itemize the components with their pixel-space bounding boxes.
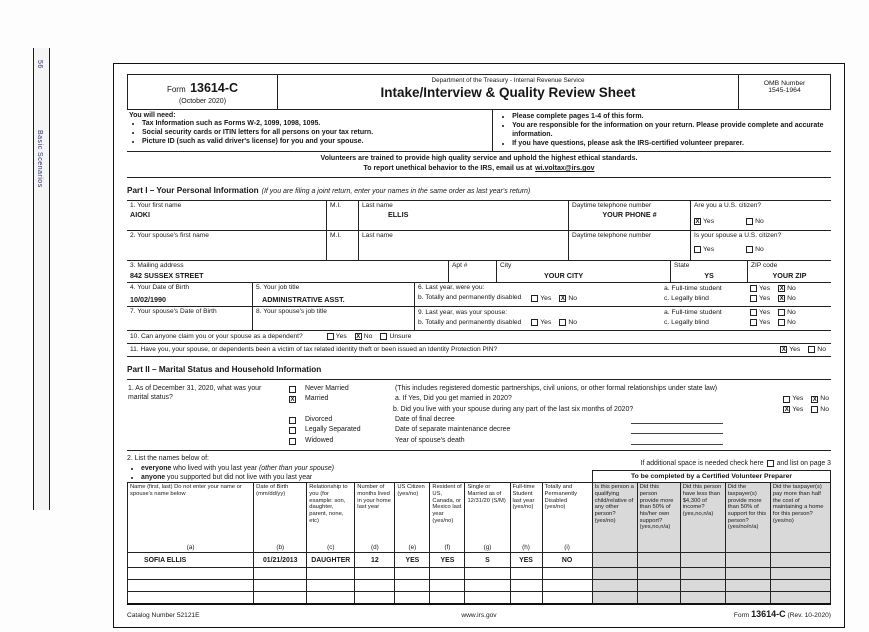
- phone-value[interactable]: YOUR PHONE #: [602, 210, 657, 220]
- spouse-death-label: Year of spouse's death: [395, 436, 465, 444]
- last-name-value[interactable]: ELLIS: [388, 210, 409, 220]
- dependent-resident[interactable]: YES: [430, 553, 465, 568]
- dependent-student[interactable]: [510, 592, 542, 604]
- preparer-col1-header: Is this person a qualifying child/relative of any other person? (yes/no): [592, 483, 637, 553]
- spouse-job-label: 8. Your spouse's job title: [256, 307, 327, 315]
- marital-option-separated: [287, 426, 831, 435]
- preparer-cell[interactable]: [770, 553, 830, 568]
- last-name-cell: [359, 201, 569, 230]
- ethics-line2-prefix: To report unethical behavior to the IRS, email us at: [363, 165, 533, 173]
- part1-row5: [127, 307, 831, 331]
- part1-heading-row: [127, 178, 831, 201]
- dependent-resident[interactable]: [430, 592, 465, 604]
- preparer-cell[interactable]: [680, 592, 725, 604]
- part1-note: (If you are filing a joint return, enter your names in the same order as last year's return): [261, 187, 531, 195]
- job-title-value[interactable]: ADMINISTRATIVE ASST.: [262, 294, 345, 304]
- dependent-student[interactable]: [510, 580, 542, 592]
- additional-space-prefix: If additional space is needed check here: [640, 460, 764, 468]
- dependent-disabled[interactable]: [542, 592, 592, 604]
- phone-cell: [569, 201, 691, 230]
- no-label: No: [820, 405, 829, 413]
- widowed-checkbox[interactable]: [289, 438, 296, 445]
- part1-row-q10: [127, 331, 831, 344]
- mi-label: M.I.: [330, 232, 341, 240]
- part1-row3: [127, 261, 831, 282]
- zip-cell: [748, 261, 831, 281]
- part1-row2: [127, 231, 831, 261]
- ethics-line1: Volunteers are trained to provide high quality service and uphold the highest ethical standards.: [320, 155, 638, 163]
- q6c-yes-checkbox[interactable]: [750, 295, 757, 302]
- please-note-box: [493, 110, 831, 151]
- divorced-checkbox[interactable]: [289, 417, 296, 424]
- yes-label: Yes: [759, 294, 771, 302]
- part2-heading-row: [127, 357, 831, 380]
- omb-number: 1545-1964: [768, 87, 801, 94]
- q10-label: 10. Can anyone claim you or your spouse as a dependent?: [130, 332, 303, 340]
- citizen-label: Are you a U.S. citizen?: [694, 201, 762, 209]
- q6a-no-checkbox[interactable]: X: [779, 286, 784, 293]
- dependent-months[interactable]: [355, 580, 395, 592]
- final-decree-blank[interactable]: [631, 416, 723, 424]
- preparer-col3-header: Did this person have less than $4,300 of income? (yes,no,n/a): [680, 483, 725, 553]
- dependent-resident[interactable]: [430, 580, 465, 592]
- apt-cell[interactable]: [449, 261, 497, 281]
- married-2020-yes-checkbox[interactable]: [783, 396, 790, 403]
- no-label: No: [817, 346, 826, 354]
- marital-option-never: [287, 385, 831, 394]
- page-footer: [127, 606, 831, 619]
- never-married-checkbox[interactable]: [289, 386, 296, 393]
- no-label: No: [820, 395, 829, 403]
- dependent-relationship[interactable]: [307, 568, 355, 580]
- dependent-citizen[interactable]: YES: [395, 553, 430, 568]
- preparer-cell[interactable]: [592, 553, 637, 568]
- q10-yes-checkbox[interactable]: [327, 333, 334, 340]
- phone-label: Daytime telephone number: [572, 232, 652, 240]
- no-label: No: [363, 333, 373, 341]
- spouse-first-name-label: 2. Your spouse's first name: [130, 232, 209, 240]
- lived-6months-yes-checkbox[interactable]: X: [784, 407, 789, 414]
- form-13614c-page: [113, 63, 845, 628]
- additional-space-suffix: and list on page 3: [776, 460, 831, 468]
- q11-yes-checkbox[interactable]: X: [781, 347, 786, 354]
- yes-label: Yes: [759, 284, 771, 292]
- part1-heading: Part I – Your Personal Information: [127, 185, 259, 195]
- first-name-value[interactable]: AIOKI: [130, 210, 150, 220]
- q6b-yes-checkbox[interactable]: [531, 295, 538, 302]
- omb-box: [738, 75, 830, 109]
- col-dob-header: Date of Birth (mm/dd/yy) (b): [254, 483, 307, 553]
- page-title: Intake/Interview & Quality Review Sheet: [380, 85, 636, 100]
- spouse-citizen-label: Is your spouse a U.S. citizen?: [694, 232, 782, 240]
- q9c-no-checkbox[interactable]: [778, 319, 785, 326]
- preparer-cell[interactable]: [725, 592, 770, 604]
- q9c-yes-checkbox[interactable]: [750, 319, 757, 326]
- never-married-label: Never Married: [305, 384, 349, 392]
- apt-label: Apt #: [452, 262, 468, 270]
- marital-options: [287, 383, 831, 447]
- dependent-single-married[interactable]: S: [465, 553, 510, 568]
- widowed-label: Widowed: [305, 436, 334, 444]
- lived-6months-no-checkbox[interactable]: [811, 406, 818, 413]
- dependent-student[interactable]: [510, 568, 542, 580]
- q6a-yes-checkbox[interactable]: [750, 285, 757, 292]
- part1-row-q11: [127, 344, 831, 357]
- form-number-box: [128, 75, 278, 109]
- q2-citizen-no-checkbox[interactable]: [746, 246, 753, 253]
- preparer-header-bar: To be completed by a Certified Volunteer Preparer: [592, 470, 831, 482]
- mi-cell[interactable]: [327, 201, 359, 230]
- preparer-cell[interactable]: [725, 580, 770, 592]
- married-a-question: a. If Yes, Did you get married in 2020?: [395, 395, 512, 403]
- omb-label: OMB Number: [763, 80, 806, 87]
- page-number: 56: [36, 60, 43, 69]
- state-cell: [671, 261, 748, 281]
- dependent-single-married[interactable]: [465, 580, 510, 592]
- dependent-dob[interactable]: [254, 580, 307, 592]
- last-name-label: Last name: [362, 232, 393, 240]
- dependent-citizen[interactable]: [395, 568, 430, 580]
- yes-label: Yes: [540, 318, 552, 326]
- preparer-cell[interactable]: [637, 592, 680, 604]
- q6c-no-checkbox[interactable]: X: [779, 295, 784, 302]
- ethics-banner: [127, 152, 831, 178]
- note-item: • If you have questions, please ask the IRS-certified volunteer preparer.: [512, 139, 829, 148]
- book-margin-strip: [33, 48, 50, 510]
- form-header: [127, 74, 831, 110]
- no-label: No: [787, 308, 796, 316]
- preparer-col2-header: Did this person provide more than 50% of his/her own support? (yes,no,n/a): [637, 483, 680, 553]
- dependent-disabled[interactable]: NO: [542, 553, 592, 568]
- q9b-yes-checkbox[interactable]: [531, 319, 538, 326]
- dependent-disabled[interactable]: [542, 580, 592, 592]
- q6b-label: b. Totally and permanently disabled: [418, 294, 522, 302]
- mi-label: M.I.: [330, 201, 341, 209]
- spouse-first-name-cell[interactable]: [127, 231, 327, 260]
- form-number: 13614-C: [190, 81, 239, 95]
- dependent-dob[interactable]: [254, 568, 307, 580]
- q6-cell: [415, 283, 831, 306]
- no-label: No: [755, 218, 764, 226]
- dependent-row: [128, 592, 831, 604]
- dependent-months[interactable]: 12: [355, 553, 395, 568]
- col-single-married-header: Single or Married as of 12/31/20 (S/M) (g): [465, 483, 510, 553]
- list-names-bullets: [141, 464, 334, 483]
- citizen-cell: [691, 201, 831, 230]
- city-label: City: [500, 262, 512, 270]
- you-will-need-list: [142, 119, 486, 146]
- q10-unsure-checkbox[interactable]: [380, 333, 387, 340]
- dependent-single-married[interactable]: [465, 568, 510, 580]
- dependent-name[interactable]: [128, 580, 254, 592]
- marital-option-divorced: [287, 416, 831, 425]
- dependent-months[interactable]: [355, 592, 395, 604]
- job-title-cell: [253, 283, 415, 306]
- need-item: • Tax Information such as Forms W-2, 1099, 1098, 1095.: [142, 119, 486, 128]
- legally-separated-label: Legally Separated: [305, 426, 361, 434]
- preparer-cell[interactable]: [680, 553, 725, 568]
- q9a-no-checkbox[interactable]: [778, 309, 785, 316]
- q9a-yes-checkbox[interactable]: [750, 309, 757, 316]
- dependent-relationship[interactable]: [307, 592, 355, 604]
- q9b-no-checkbox[interactable]: [559, 319, 566, 326]
- household-list-section: [127, 454, 831, 482]
- mailing-address-value[interactable]: 842 SUSSEX STREET: [130, 270, 204, 280]
- preparer-cell[interactable]: [770, 568, 830, 580]
- col-relationship-header: Relationship to you (for example: son, daughter, parent, none, etc) (c): [307, 483, 355, 553]
- separate-decree-label: Date of separate maintenance decree: [395, 426, 511, 434]
- preparer-cell[interactable]: [592, 568, 637, 580]
- spouse-dob-label: 7. Your spouse's Date of Birth: [130, 307, 217, 315]
- dependent-resident[interactable]: [430, 568, 465, 580]
- marital-option-widowed: [287, 437, 831, 446]
- unsure-label: Unsure: [389, 333, 412, 341]
- q6a-label: a. Full-time student: [664, 284, 722, 292]
- ethics-line2: [127, 164, 831, 174]
- zip-label: ZIP code: [751, 262, 778, 270]
- q2-citizen-yes-checkbox[interactable]: [694, 246, 701, 253]
- spouse-phone-cell[interactable]: [569, 231, 691, 260]
- never-married-note: (This includes registered domestic partnerships, civil unions, or other formal relationships under state law): [395, 384, 718, 392]
- dependent-name[interactable]: [128, 592, 254, 604]
- q9b-label: b. Totally and permanently disabled: [418, 318, 522, 326]
- yes-label: Yes: [789, 346, 801, 354]
- zip-value[interactable]: YOUR ZIP: [772, 270, 807, 280]
- first-name-label: 1. Your first name: [130, 201, 182, 209]
- list-names-instructions: [127, 454, 334, 482]
- part2-heading: Part II – Marital Status and Household Information: [127, 365, 322, 375]
- note-item: • Please complete pages 1-4 of this form.: [512, 112, 829, 121]
- married-label: Married: [305, 395, 329, 403]
- dependent-relationship[interactable]: DAUGHTER: [307, 553, 355, 568]
- marital-status-section: [127, 380, 831, 451]
- you-will-need-box: [127, 110, 493, 151]
- preparer-col5-header: Did the taxpayer(s) pay more than half the cost of maintaining a home for this person? (yes/no): [770, 483, 830, 553]
- final-decree-label: Date of final decree: [395, 415, 455, 423]
- dependent-name[interactable]: SOFIA ELLIS: [128, 553, 254, 568]
- col-disabled-header: Totally and Permanently Disabled (yes/no) (i): [542, 483, 592, 553]
- dependent-row: [128, 568, 831, 580]
- yes-label: Yes: [792, 405, 804, 413]
- list-names-label: 2. List the names below of:: [127, 455, 209, 463]
- note-item: • You are responsible for the information on your return. Please provide complete and accurate information.: [512, 121, 829, 139]
- dob-cell: [127, 283, 253, 306]
- dependent-row: [128, 580, 831, 592]
- instructions-section: [127, 110, 831, 152]
- preparer-cell[interactable]: [770, 580, 830, 592]
- spouse-death-blank[interactable]: [631, 437, 723, 445]
- form-revision: (October 2020): [178, 98, 227, 105]
- dependent-dob[interactable]: 01/21/2013: [254, 553, 307, 568]
- bullet-everyone: • everyone who lived with you last year (other than your spouse): [141, 464, 334, 473]
- preparer-cell[interactable]: [592, 592, 637, 604]
- dependent-row: [128, 553, 831, 568]
- preparer-cell[interactable]: [680, 568, 725, 580]
- q9-cell: [415, 307, 831, 330]
- yes-label: Yes: [759, 318, 771, 326]
- please-note-list: [512, 112, 829, 148]
- dob-label: 4. Your Date of Birth: [130, 283, 190, 291]
- no-label: No: [787, 284, 796, 292]
- yes-label: Yes: [792, 395, 804, 403]
- no-label: No: [787, 294, 796, 302]
- preparer-cell[interactable]: [770, 592, 830, 604]
- yes-label: Yes: [335, 333, 347, 341]
- dependents-table: [127, 482, 831, 605]
- q9-label: 9. Last year, was your spouse:: [418, 308, 508, 316]
- marital-option-married: [287, 395, 831, 404]
- col-citizen-header: US Citizen (yes/no) (e): [395, 483, 430, 553]
- marital-option-married-b: [287, 406, 831, 415]
- no-label: No: [568, 294, 578, 302]
- yes-label: Yes: [703, 246, 715, 254]
- state-value[interactable]: YS: [704, 270, 714, 280]
- state-label: State: [674, 262, 690, 270]
- department-line: Department of the Treasury - Internal Revenue Service: [431, 77, 585, 84]
- dependent-citizen[interactable]: [395, 592, 430, 604]
- additional-space-checkbox[interactable]: [767, 460, 774, 467]
- footer-form-id: Form 13614-C (Rev. 10-2020): [733, 609, 832, 619]
- preparer-cell[interactable]: [725, 553, 770, 568]
- no-label: No: [755, 246, 764, 254]
- col-name-header: Name (first, last) Do not enter your name or spouse's name below (a): [128, 483, 254, 553]
- dependents-header-row: [128, 483, 831, 553]
- col-resident-header: Resident of US, Canada, or Mexico last year (yes/no) (f): [430, 483, 465, 553]
- preparer-header-block: [592, 454, 831, 482]
- dependent-citizen[interactable]: [395, 580, 430, 592]
- col-months-header: Number of months lived in your home last year (d): [355, 483, 395, 553]
- spouse-dob-cell[interactable]: [127, 307, 253, 330]
- need-item: • Picture ID (such as valid driver's license) for you and your spouse.: [142, 137, 486, 146]
- city-value[interactable]: YOUR CITY: [544, 270, 584, 280]
- mailing-address-cell: [127, 261, 449, 281]
- dob-value[interactable]: 10/02/1990: [130, 294, 166, 304]
- dependent-disabled[interactable]: [542, 568, 592, 580]
- q6c-label: c. Legally blind: [664, 294, 709, 302]
- first-name-cell: [127, 201, 327, 230]
- preparer-cell[interactable]: [680, 580, 725, 592]
- preparer-cell[interactable]: [637, 553, 680, 568]
- job-title-label: 5. Your job title: [256, 283, 300, 291]
- married-checkbox[interactable]: X: [290, 397, 295, 404]
- additional-space-line: [641, 460, 831, 467]
- dependent-dob[interactable]: [254, 592, 307, 604]
- dependent-single-married[interactable]: [465, 592, 510, 604]
- last-name-label: Last name: [362, 201, 393, 209]
- q11-no-checkbox[interactable]: [808, 346, 815, 353]
- preparer-cell[interactable]: [725, 568, 770, 580]
- you-will-need-title: You will need:: [129, 112, 176, 119]
- yes-label: Yes: [759, 308, 771, 316]
- q9a-label: a. Full-time student: [664, 308, 722, 316]
- need-item: • Social security cards or ITIN letters for all persons on your tax return.: [142, 128, 486, 137]
- legally-separated-checkbox[interactable]: [289, 427, 296, 434]
- dependent-name[interactable]: [128, 568, 254, 580]
- irs-website: www.irs.gov: [461, 612, 497, 619]
- separate-decree-blank[interactable]: [631, 426, 723, 434]
- marital-question-label: 1. As of December 31, 2020, what was your marital status?: [128, 385, 262, 402]
- yes-label: Yes: [540, 294, 552, 302]
- form-title-box: [278, 75, 738, 109]
- catalog-number: Catalog Number 52121E: [127, 612, 200, 619]
- q11-label: 11. Have you, your spouse, or dependents been a victim of tax related identity theft or been issued an Identity Protection PIN?: [130, 345, 498, 353]
- q6-label: 6. Last year, were you:: [418, 284, 485, 292]
- chapter-label: Basic Scenarios: [36, 130, 43, 188]
- spouse-last-name-cell[interactable]: [359, 231, 569, 260]
- no-label: No: [568, 318, 578, 326]
- voltax-email-link[interactable]: wi.voltax@irs.gov: [535, 165, 595, 173]
- divorced-label: Divorced: [305, 415, 333, 423]
- form-word: Form: [166, 85, 186, 94]
- col-student-header: Full-time Student last year (yes/no) (h): [510, 483, 542, 553]
- yes-label: Yes: [703, 218, 715, 226]
- mailing-address-label: 3. Mailing address: [130, 262, 184, 270]
- part1-row4: [127, 283, 831, 307]
- married-b-question: b. Did you live with your spouse during any part of the last six months of 2020?: [393, 405, 634, 413]
- q1-citizen-no-checkbox[interactable]: [746, 218, 753, 225]
- spouse-job-cell[interactable]: [253, 307, 415, 330]
- dependent-student[interactable]: YES: [510, 553, 542, 568]
- preparer-cell[interactable]: [592, 580, 637, 592]
- phone-label: Daytime telephone number: [572, 201, 652, 209]
- spouse-mi-cell[interactable]: [327, 231, 359, 260]
- part1-row1: [127, 201, 831, 231]
- no-label: No: [787, 318, 796, 326]
- preparer-col4-header: Did the taxpayer(s) provide more than 50% of support for this person? (yes/no/n/a): [725, 483, 770, 553]
- preparer-cell[interactable]: [637, 580, 680, 592]
- q10-no-checkbox[interactable]: X: [356, 334, 361, 341]
- q1-citizen-yes-checkbox[interactable]: X: [695, 219, 700, 226]
- q9c-label: c. Legally blind: [664, 318, 709, 326]
- preparer-cell[interactable]: [637, 568, 680, 580]
- bullet-anyone: • anyone you supported but did not live with you last year: [141, 473, 334, 482]
- dependent-months[interactable]: [355, 568, 395, 580]
- married-2020-no-checkbox[interactable]: X: [812, 396, 817, 403]
- q6b-no-checkbox[interactable]: X: [560, 295, 565, 302]
- city-cell: [497, 261, 671, 281]
- dependent-relationship[interactable]: [307, 580, 355, 592]
- spouse-citizen-cell: [691, 231, 831, 260]
